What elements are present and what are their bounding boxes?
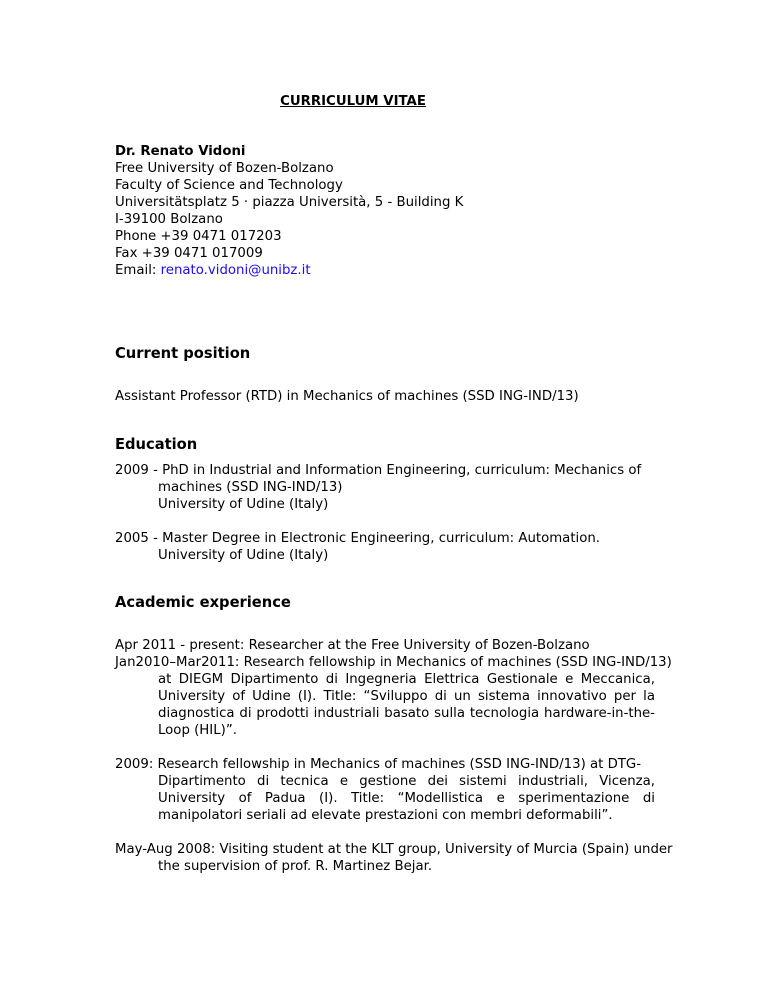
education-item-line: 2009 - PhD in Industrial and Information Engineering, curriculum: Mechanics of [115,463,642,478]
experience-item [115,654,672,739]
current-position-text: Assistant Professor (RTD) in Mechanics of machines (SSD ING-IND/13) [115,389,579,404]
document-title: CURRICULUM VITAE [280,94,426,109]
education-item [115,462,655,513]
city: I-39100 Bolzano [115,212,223,227]
email-label: Email: [115,263,161,278]
section-heading-current-position: Current position [115,345,251,362]
education-item-line: University of Udine (Italy) [158,548,329,563]
institution: Free University of Bozen-Bolzano [115,161,334,176]
experience-item-detail: at DIEGM Dipartimento di Ingegneria Elettrica Gestionale e Meccanica, University of Udine (I). Title: “Sviluppo di un sistema innovativo per la diagnostica di prodotti industriali basato sulla tecnologia hardware-in-the-Loop (HIL)”. [158,672,655,738]
education-item [115,530,655,564]
email-line [115,262,463,279]
experience-item-detail: the supervision of prof. R. Martinez Bejar. [158,859,433,874]
phone: Phone +39 0471 017203 [115,229,282,244]
experience-item-line: 2009: Research fellowship in Mechanics of machines (SSD ING-IND/13) at DTG- [115,757,642,772]
section-heading-education: Education [115,436,198,453]
experience-item-detail: Dipartimento di tecnica e gestione dei sistemi industriali, Vicenza, University of Padua (I). Title: “Modellistica e sperimentazione di manipolatori seriali ad elevate prestazioni con membri deformabili”. [158,774,655,823]
experience-item-line: Jan2010–Mar2011: Research fellowship in Mechanics of machines (SSD ING-IND/13) [115,655,672,670]
experience-item [115,756,655,824]
address: Universitätsplatz 5 · piazza Università, 5 - Building K [115,195,464,210]
person-name: Dr. Renato Vidoni [115,144,246,159]
experience-item-line: May-Aug 2008: Visiting student at the KLT group, University of Murcia (Spain) under [115,842,673,857]
section-heading-academic-experience: Academic experience [115,594,291,611]
contact-block [115,143,463,279]
fax: Fax +39 0471 017009 [115,246,263,261]
experience-item [115,637,655,654]
experience-item [115,841,673,875]
faculty: Faculty of Science and Technology [115,178,343,193]
experience-item-line: Apr 2011 - present: Researcher at the Free University of Bozen-Bolzano [115,638,590,653]
education-item-line: machines (SSD ING-IND/13) [158,480,343,495]
email-link[interactable]: renato.vidoni@unibz.it [160,263,311,278]
education-item-line: 2005 - Master Degree in Electronic Engineering, curriculum: Automation. [115,531,601,546]
education-item-line: University of Udine (Italy) [158,497,329,512]
